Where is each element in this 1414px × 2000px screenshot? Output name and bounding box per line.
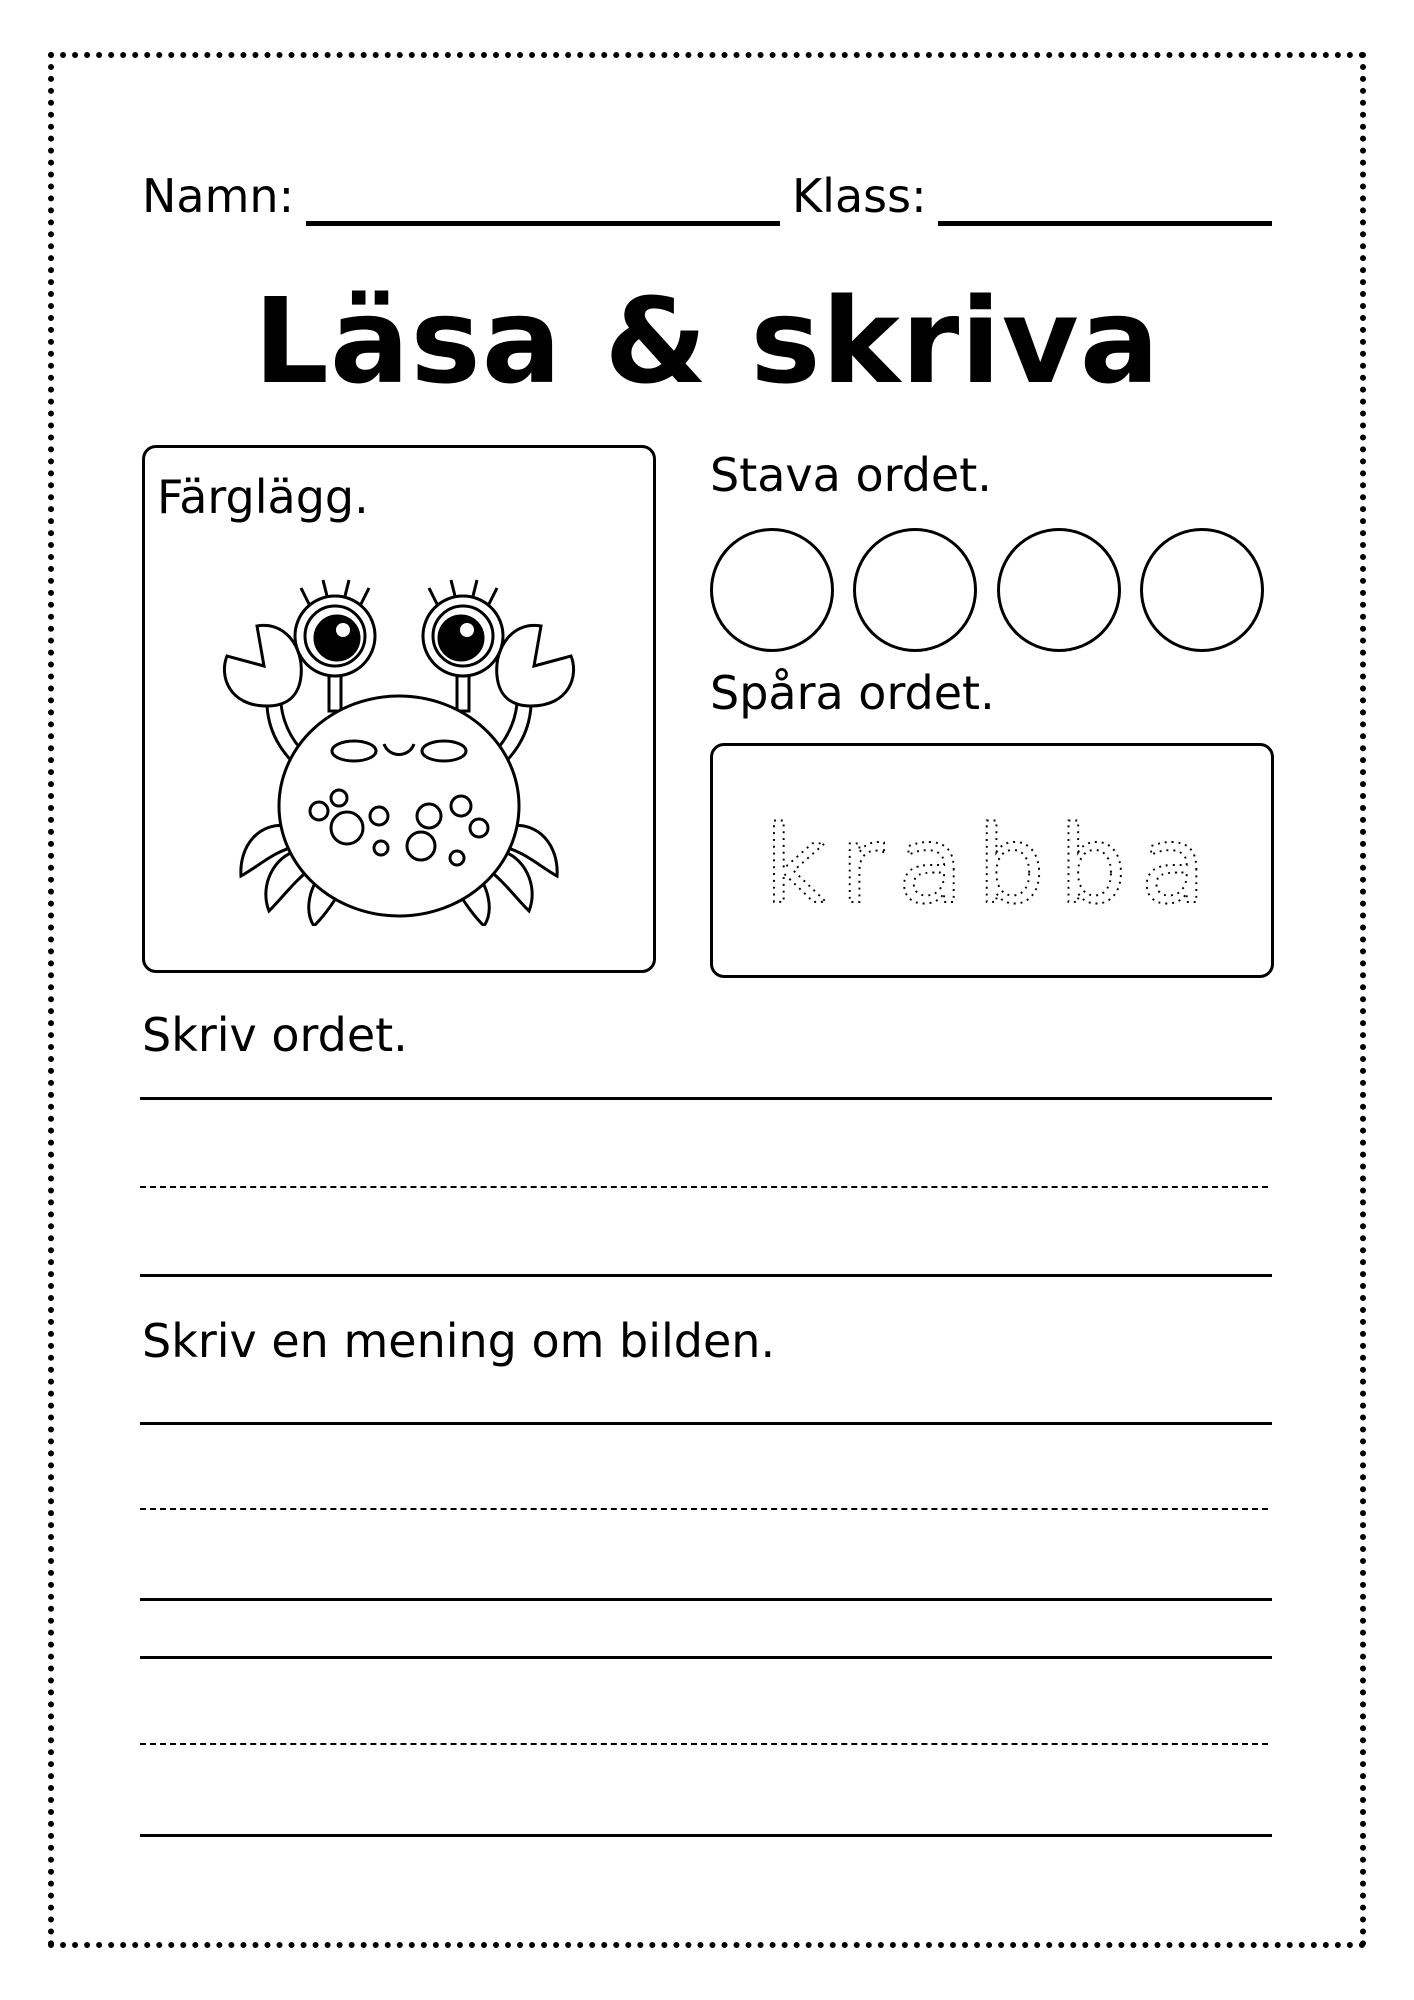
- write-line-base[interactable]: [140, 1274, 1272, 1277]
- sentence-line-1-base[interactable]: [140, 1598, 1272, 1601]
- sentence-line-1-top[interactable]: [140, 1422, 1272, 1425]
- trace-label: Spåra ordet.: [710, 666, 995, 720]
- letter-circle-1[interactable]: [710, 528, 834, 652]
- trace-box[interactable]: [710, 743, 1274, 978]
- name-field[interactable]: [306, 221, 780, 226]
- trace-word: krabba: [764, 803, 1220, 928]
- letter-circle-2[interactable]: [853, 528, 977, 652]
- letter-circle-3[interactable]: [997, 528, 1121, 652]
- letter-circle-4[interactable]: [1140, 528, 1264, 652]
- page-title: Läsa & skriva: [253, 272, 1161, 410]
- coloring-box: [142, 445, 656, 973]
- coloring-label: Färglägg.: [157, 470, 369, 524]
- class-label: Klass:: [792, 169, 927, 223]
- sentence-line-2-mid: [140, 1743, 1268, 1745]
- spell-label: Stava ordet.: [710, 448, 992, 502]
- sentence-line-2-base[interactable]: [140, 1834, 1272, 1837]
- name-label: Namn:: [142, 169, 295, 223]
- sentence-line-1-mid: [140, 1508, 1268, 1510]
- sentence-label: Skriv en mening om bilden.: [142, 1314, 776, 1368]
- crab-icon: [189, 566, 609, 926]
- write-line-mid: [140, 1186, 1268, 1188]
- sentence-line-2-top[interactable]: [140, 1656, 1272, 1659]
- class-field[interactable]: [938, 221, 1272, 226]
- write-word-label: Skriv ordet.: [142, 1008, 408, 1062]
- write-line-top[interactable]: [140, 1097, 1272, 1100]
